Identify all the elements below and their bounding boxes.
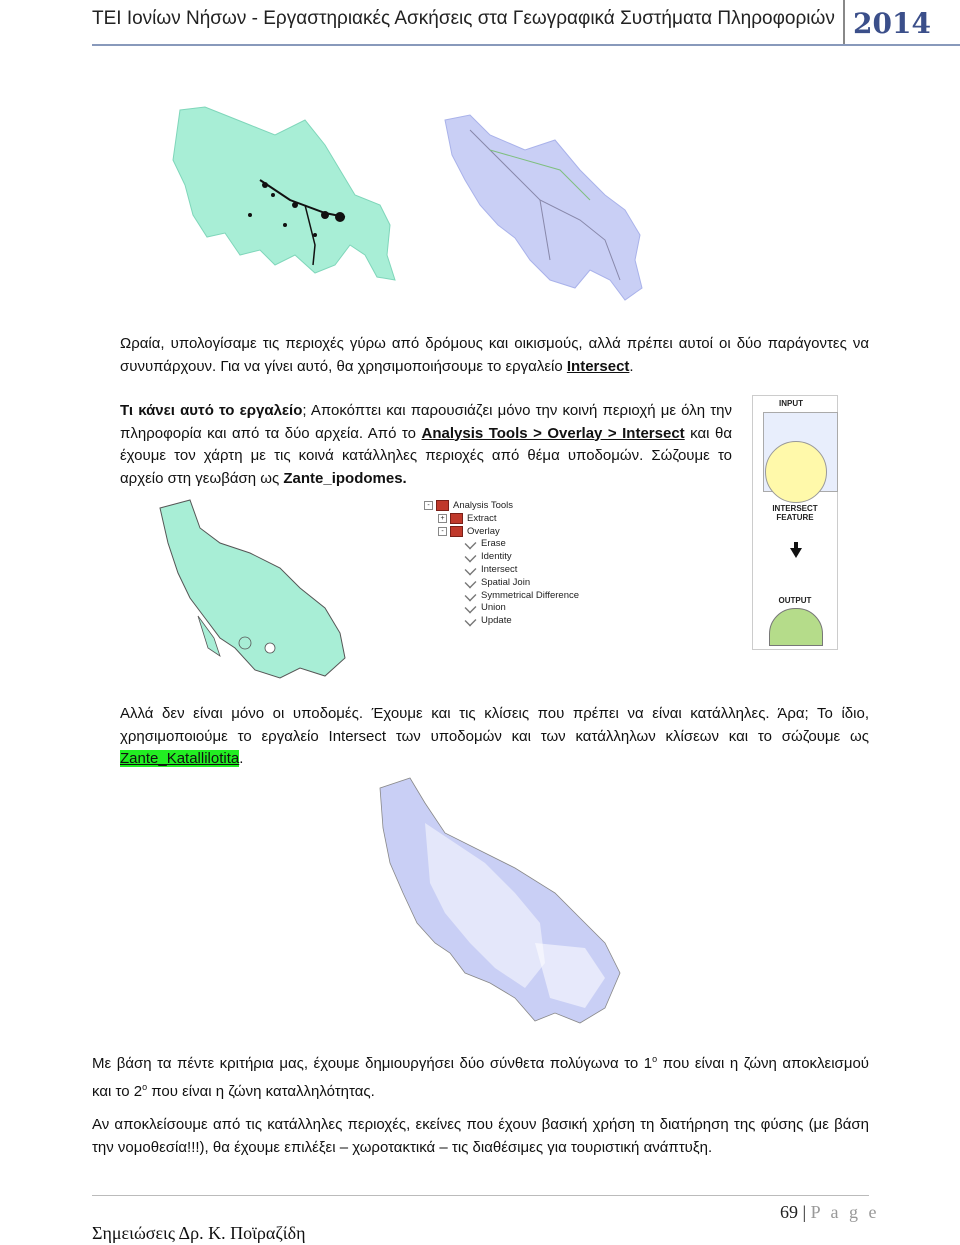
toolset-icon	[450, 526, 463, 537]
tree-item-erase[interactable]	[464, 538, 506, 549]
tree-item-overlay[interactable]	[438, 526, 500, 537]
tree-item-label: Identity	[481, 551, 512, 563]
tree-item-label: Analysis Tools	[453, 500, 514, 512]
composite-text: Με βάση τα πέντε κριτήρια μας, έχουμε δημιουργήσει δύο σύνθετα πολύγωνα το 1	[92, 1055, 653, 1072]
arrow-shaft	[794, 542, 798, 549]
paragraph-tool-description	[120, 400, 732, 490]
collapse-icon[interactable]: -	[424, 501, 433, 510]
tree-item-extract[interactable]	[438, 513, 497, 524]
map-settlements-buffer	[165, 105, 410, 315]
tree-item-spatial-join[interactable]	[464, 577, 530, 588]
slopes-text: Αλλά δεν είναι μόνο οι υποδομές. Έχουμε και τις κλίσεις που πρέπει να είναι κατάλληλες. Άρα; Το ίδιο, χρησιμοποιούμε το εργαλείο Intersect των υποδομών και των κατάλληλων κλίσεων και το σώζουμε ως	[120, 705, 869, 745]
header-title: ΤΕΙ Ιονίων Νήσων - Εργαστηριακές Ασκήσεις στα Γεωγραφικά Συστήματα Πληροφοριών	[92, 8, 835, 29]
map-roads-buffer	[430, 110, 655, 310]
conclusion-text: Αν αποκλείσουμε από τις κατάλληλες περιοχές, εκείνες που έχουν βασική χρήση τη διατήρηση της φύσης (με βάση την νομοθεσία!!!), θα έχουμε επιλέξει – χωροτακτικά – τις διαθέσιμες για τουριστική ανάπτυξη.	[92, 1116, 869, 1156]
footer-divider	[92, 1195, 869, 1196]
tree-item-label: Erase	[481, 538, 506, 550]
collapse-icon[interactable]: -	[438, 527, 447, 536]
tool-icon	[465, 602, 477, 614]
paragraph-conclusion	[92, 1114, 869, 1159]
tree-item-label: Overlay	[467, 525, 500, 537]
tool-icon	[465, 551, 477, 563]
paragraph-slopes	[120, 703, 869, 771]
tool-icon	[465, 564, 477, 576]
tree-item-identity[interactable]	[464, 551, 512, 562]
tool-icon	[465, 576, 477, 588]
page-number-value: 69	[780, 1202, 798, 1222]
page-separator: |	[798, 1202, 811, 1222]
intersect-circle	[765, 441, 827, 503]
intersect-diagram	[752, 395, 838, 650]
header-divider	[92, 44, 960, 46]
toolbox-icon	[436, 500, 449, 511]
tool-icon	[465, 538, 477, 550]
tree-item-symmetrical-difference[interactable]	[464, 590, 579, 601]
page-number	[780, 1202, 879, 1223]
toolset-icon	[450, 513, 463, 524]
paragraph-intro	[120, 333, 869, 378]
tool-icon	[465, 589, 477, 601]
tree-item-update[interactable]	[464, 615, 512, 626]
tree-item-label: Union	[481, 602, 506, 614]
description-text-2: και θα έχουμε τον χάρτη με τις κοινά κατάλληλες περιοχές από θέμα υποδομών. Σώζουμε το αρχείο στη γεωβάση ως	[120, 424, 733, 487]
katallilotita-name: Zante_Katallilotita	[120, 750, 240, 767]
expand-icon[interactable]: +	[438, 514, 447, 523]
arctoolbox-tree	[424, 498, 594, 633]
intro-end: .	[629, 357, 634, 375]
tree-item-label: Intersect	[481, 564, 518, 576]
map-infrastructure-intersect	[150, 498, 360, 688]
intro-text: Ωραία, υπολογίσαμε τις περιοχές γύρω από δρόμους και οικισμούς, αλλά πρέπει αυτοί οι δύο παράγοντες να συνυπάρχουν. Για να γίνει αυτό, θα χρησιμοποιήσουμε το εργαλείο	[120, 335, 869, 375]
output-label: OUTPUT	[778, 596, 812, 605]
output-name: Zante_ipodomes.	[283, 469, 407, 487]
tree-item-label: Update	[481, 615, 512, 627]
tree-item-analysis-tools[interactable]	[424, 500, 513, 511]
superscript-1: ο	[652, 1054, 658, 1064]
map-suitability-intersect	[365, 773, 635, 1028]
intersect-feature-label: INTERSECT FEATURE	[772, 504, 818, 522]
slopes-end: .	[239, 750, 244, 767]
tree-item-intersect[interactable]	[464, 564, 517, 575]
footer-author: Σημειώσεις Δρ. Κ. Ποϊραζίδη	[92, 1223, 306, 1243]
tree-item-label: Spatial Join	[481, 576, 531, 588]
tool-icon	[465, 615, 477, 627]
header-year: 2014	[843, 0, 960, 44]
tree-item-label: Extract	[467, 512, 497, 524]
tree-item-union[interactable]	[464, 602, 506, 613]
page-word: P a g e	[810, 1202, 880, 1222]
intersect-tool-name: Intersect	[566, 357, 630, 375]
superscript-2: ο	[142, 1081, 148, 1092]
tool-path: Analysis Tools > Overlay > Intersect	[421, 424, 685, 442]
input-label: INPUT	[779, 399, 803, 408]
description-text: ; Αποκόπτει και παρουσιάζει μόνο την κοινή περιοχή με όλη την πληροφορία και από τα δύο αρχεία. Από το	[120, 402, 732, 442]
paragraph-composite-polygons	[92, 1048, 869, 1103]
arrow-down-icon	[790, 548, 802, 558]
question-text: Τι κάνει αυτό το εργαλείο	[120, 402, 303, 419]
output-shape	[769, 608, 823, 646]
tree-item-label: Symmetrical Difference	[481, 589, 580, 601]
composite-text-2: που είναι η ζώνη αποκλεισμού και το 2	[92, 1055, 870, 1100]
composite-text-3: που είναι η ζώνη καταλληλότητας.	[147, 1082, 375, 1100]
